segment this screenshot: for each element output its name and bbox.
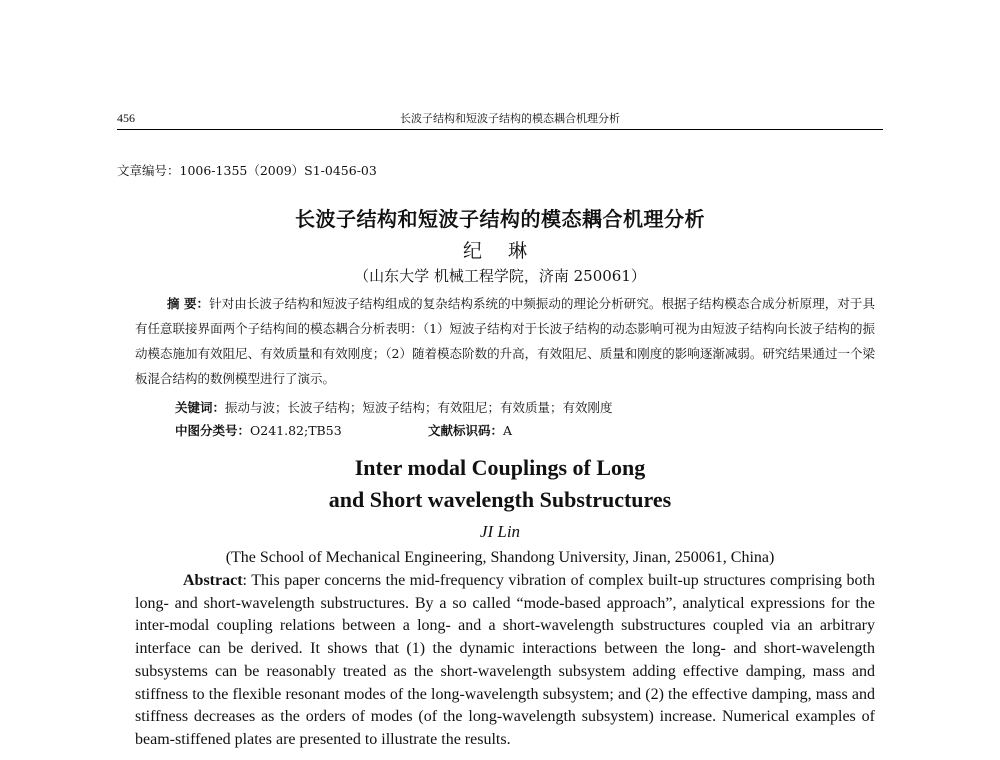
chinese-abstract [135,291,875,391]
article-number: 文章编号：1006-1355（2009）S1-0456-03 [117,163,377,178]
running-title: 长波子结构和短波子结构的模态耦合机理分析 [400,112,620,125]
classification-number [175,421,342,439]
chinese-abstract-label: 摘 要： [167,296,210,311]
english-title-line-1: Inter modal Couplings of Long [354,455,646,480]
chinese-keywords [175,398,613,416]
english-abstract [135,570,875,752]
english-title-line-2: and Short wavelength Substructures [328,487,672,512]
chinese-author: 纪 琳 [462,240,538,262]
chinese-title: 长波子结构和短波子结构的模态耦合机理分析 [295,207,705,231]
header-rule [117,129,883,130]
chinese-abstract-text: 针对由长波子结构和短波子结构组成的复杂结构系统的中频振动的理论分析研究。根据子结构模态合成分析原理，对于具有任意联接界面两个子结构间的模态耦合分析表明：（1）短波子结构对于长波子结构的动态影响可视为由短波子结构向长波子结构的振动模态施加有效阻尼、有效质量和有效刚度；（2）随着模态阶数的升高，有效阻尼、质量和刚度的影响逐渐减弱。研究结果通过一个梁板混合结构的数例模型进行了演示。 [135,296,875,386]
english-abstract-text: : This paper concerns the mid-frequency vibration of complex built-up structures comprising both long- and short-wavelength substructures. By a so called “mode-based approach”, analytical expressions for the inter-modal coupling relations between a long- and a short-wavelength substructures coupled via an arbitrary interface can be derived. It shows that (1) the dynamic interactions between the long- and short-wavelength subsystems can be reasonably treated as the short-wavelength subsystem adding effective damping, mass and stiffness to the flexible resonant modes of the long-wavelength subsystem; and (2) the effective damping, mass and stiffness decreases as the orders of modes (of the long-wavelength subsystem) increase. Numerical examples of beam-stiffened plates are presented to illustrate the results. [135,572,875,748]
english-author: JI Lin [479,522,521,541]
keywords-label: 关键词： [175,400,226,415]
chinese-affiliation: （山东大学 机械工程学院，济南 250061） [354,267,646,285]
keywords-text: 振动与波；长波子结构；短波子结构；有效阻尼；有效质量；有效刚度 [225,400,613,415]
classification-label: 中图分类号： [175,423,251,438]
classification-text: O241.82;TB53 [250,423,342,438]
page-number: 456 [117,111,135,125]
document-code [428,421,512,439]
english-abstract-label: Abstract [183,572,243,589]
english-title [0,452,1000,516]
english-affiliation: (The School of Mechanical Engineering, Shandong University, Jinan, 250061, China) [225,549,775,566]
document-code-label: 文献标识码： [428,423,504,438]
document-code-text: A [503,423,513,438]
